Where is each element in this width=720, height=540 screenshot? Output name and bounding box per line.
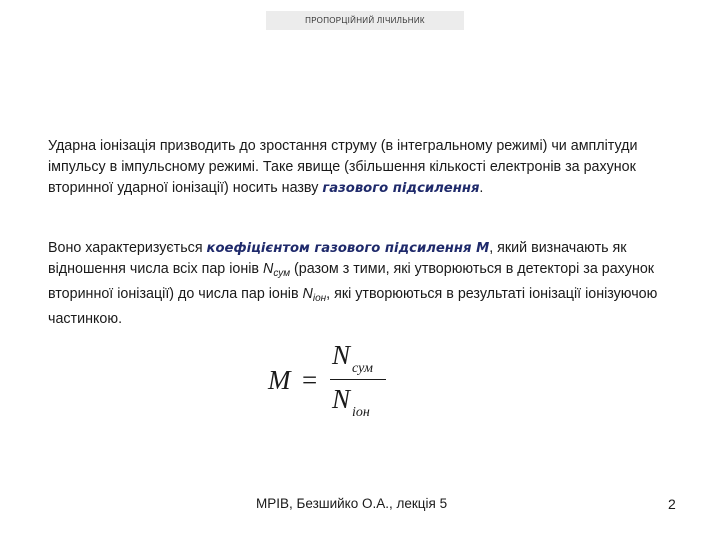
term-gas-amplification: газового підсилення [322, 181, 480, 196]
paragraph2-text-d: , які утворюються в результаті іонізації іонізуючою частинкою. [48, 286, 658, 327]
page-number: 2 [668, 496, 676, 512]
formula-numerator [332, 340, 373, 376]
symbol-n-ion: N [302, 286, 313, 302]
paragraph-gas-amplification [48, 136, 678, 199]
formula-denominator-symbol: N [332, 384, 351, 414]
fraction-bar [330, 379, 386, 380]
formula-equals: = [302, 365, 318, 395]
paragraph2-text-a: Воно характеризується [48, 240, 207, 256]
formula-denominator-subscript: іон [352, 405, 370, 420]
term-amplification-coefficient: коефіцієнтом газового підсилення М [206, 241, 490, 256]
symbol-n-sum-subscript: сум [273, 268, 291, 279]
paragraph1-text-b: . [479, 180, 484, 196]
paragraph-amplification-coefficient [48, 238, 678, 330]
slide-footer: МРІВ, Безшийко О.А., лекція 5 [256, 496, 448, 511]
paragraph1-text-a: Ударна іонізація призводить до зростання струму (в інтегральному режимі) чи амплітуди імпульсу в імпульсному режимі. Таке явище (збільшення кількості електронів за рахунок вторинної ударної іонізації) носить назву [48, 138, 638, 196]
formula-numerator-symbol: N [332, 340, 351, 370]
slide-title: ПРОПОРЦІЙНИЙ ЛІЧИЛЬНИК [266, 11, 464, 30]
symbol-n-ion-subscript: іон [312, 293, 327, 304]
formula-numerator-subscript: сум [352, 361, 373, 376]
formula-lhs: M [268, 365, 291, 395]
paragraph2-text-c: (разом з тими, які утворюються в детекторі за рахунок вторинної іонізації) до числа пар іонів [48, 261, 655, 302]
symbol-n-sum: N [263, 261, 274, 277]
paragraph2-text-b: , який визначають як відношення числа всіх пар іонів [48, 240, 627, 277]
formula-amplification [268, 340, 398, 420]
formula-denominator [332, 384, 370, 420]
